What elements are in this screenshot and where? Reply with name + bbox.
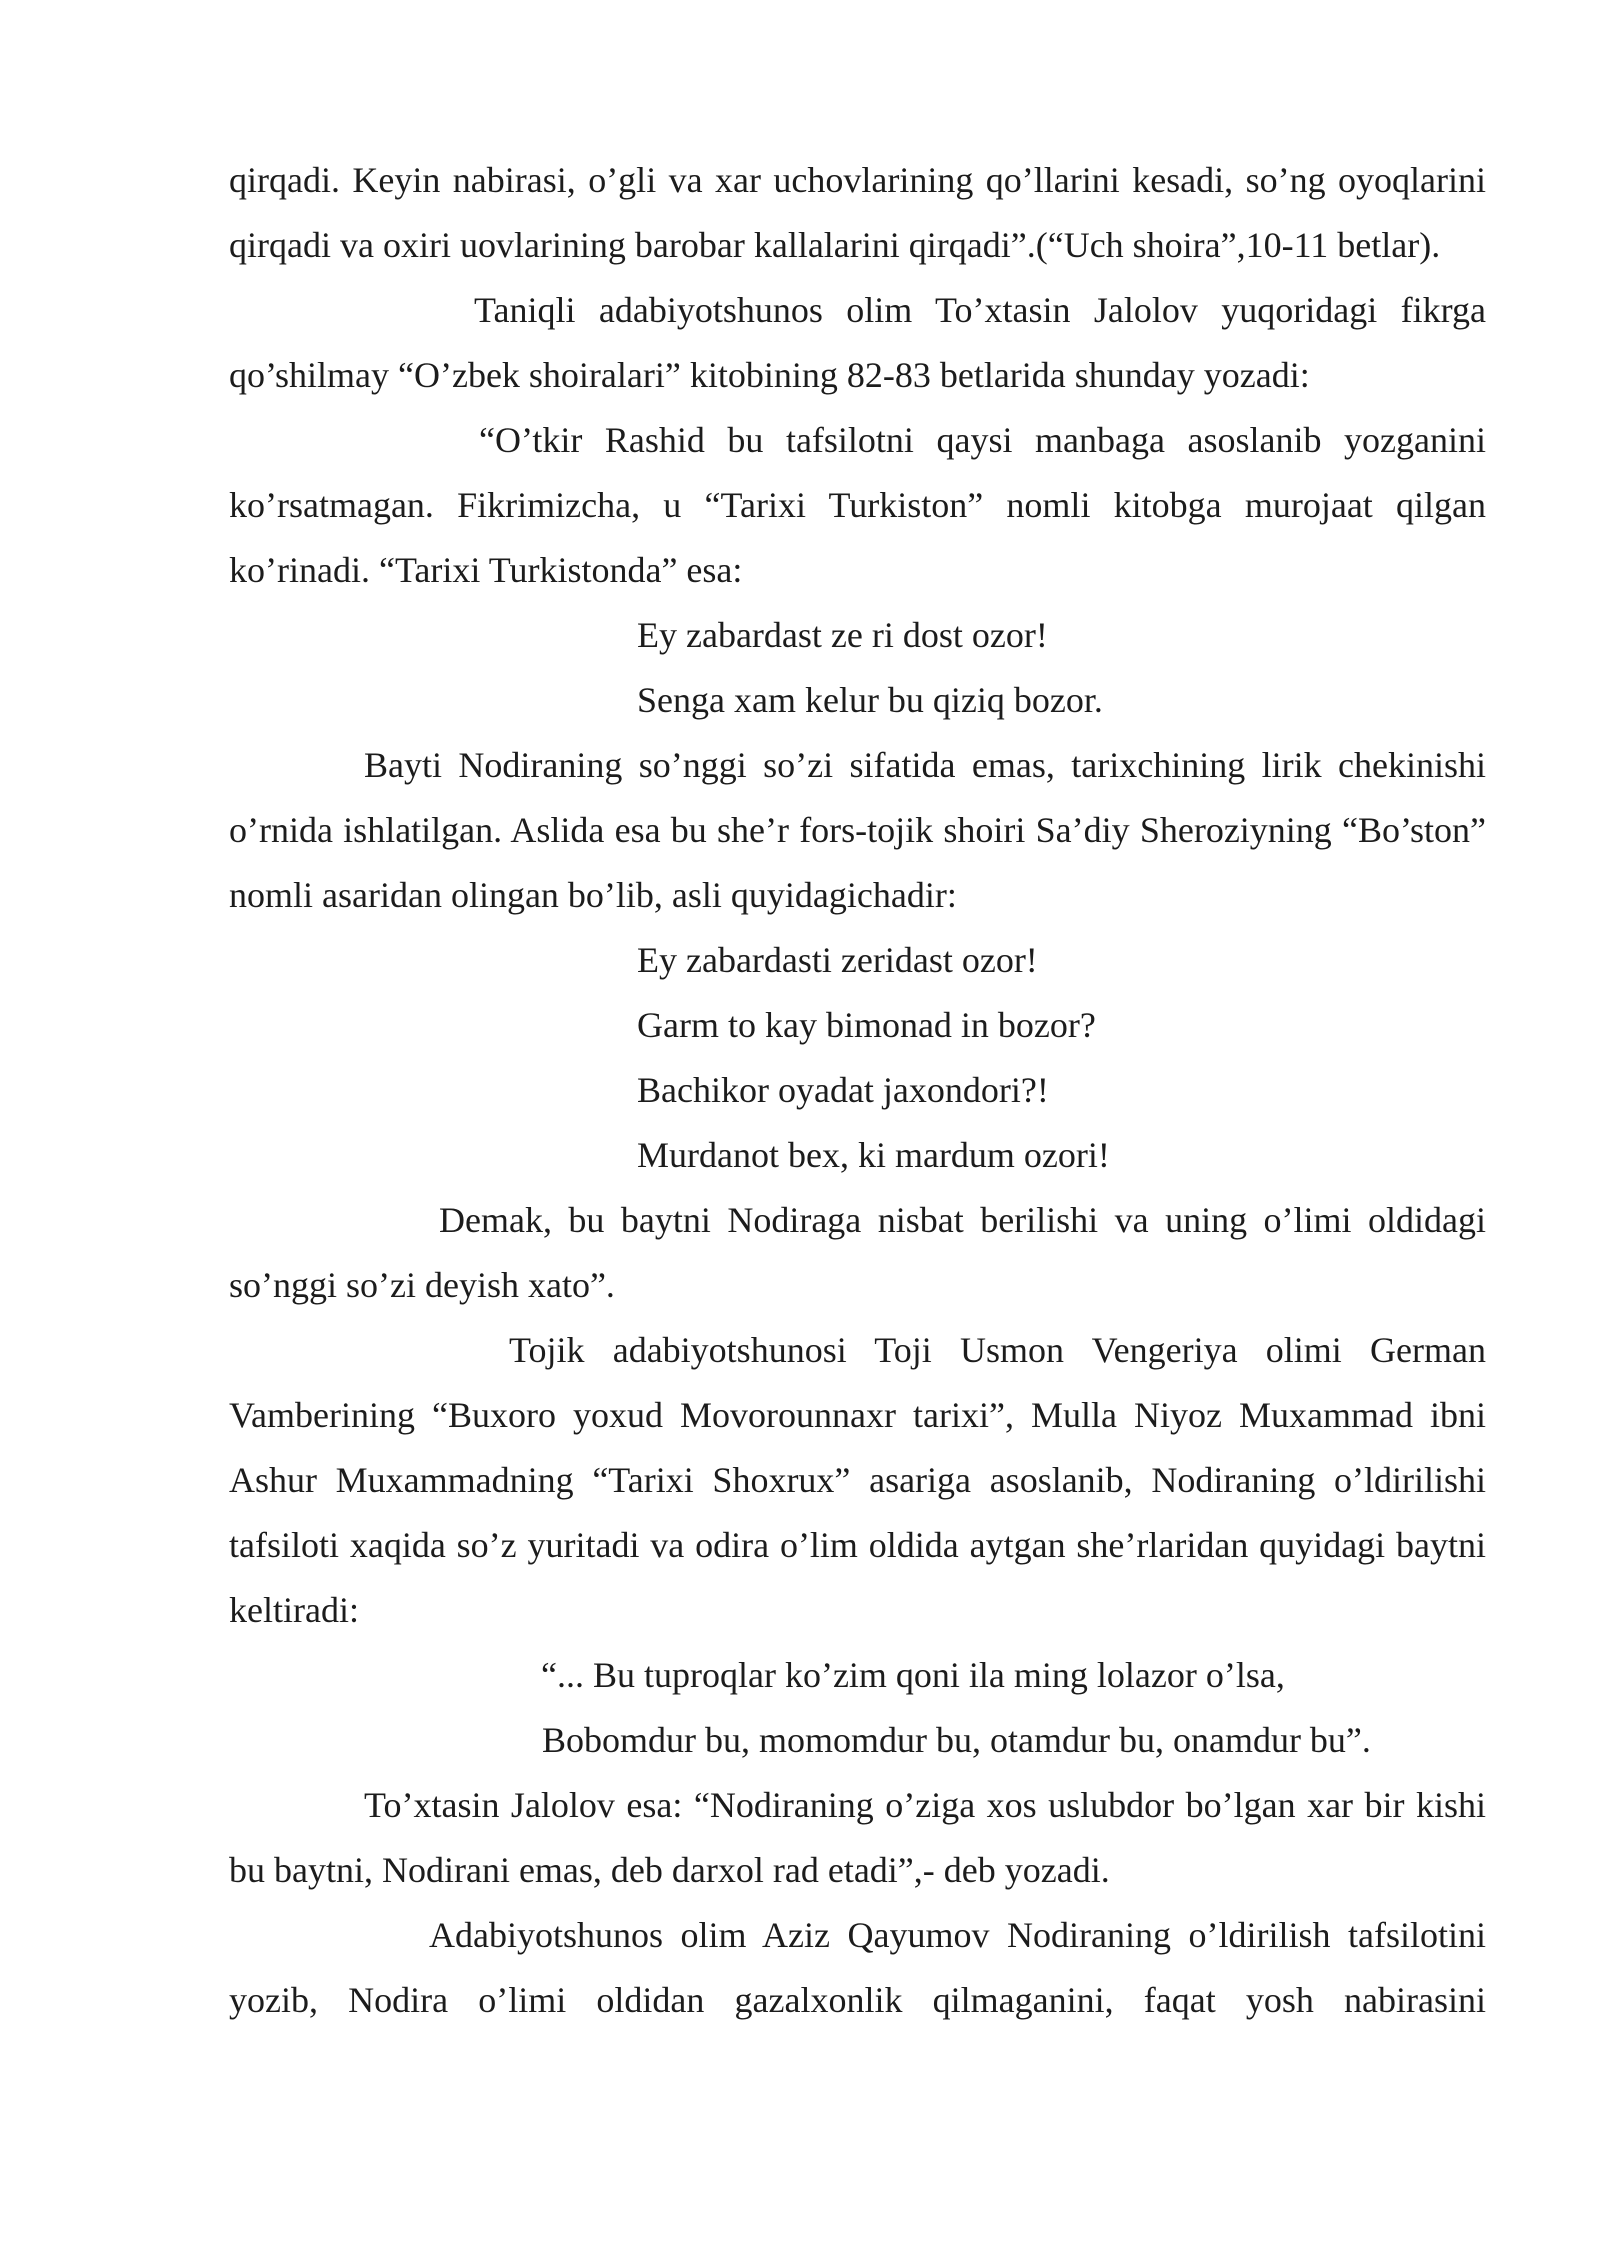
verse-line: Garm to kay bimonad in bozor? — [637, 1005, 1096, 1045]
paragraph-8: Adabiyotshunos olim Aziz Qayumov Nodiraning o’ldirilish tafsilotini yozib, Nodira o’limi oldidan gazalxonlik qilmaganini, faqat yosh nabirasini — [229, 1915, 1486, 2020]
paragraph-5: Demak, bu baytni Nodiraga nisbat berilishi va uning o’limi oldidagi so’nggi so’zi deyish xato”. — [229, 1200, 1486, 1305]
verse-block-3 — [229, 1643, 1486, 1773]
verse-line: Senga xam kelur bu qiziq bozor. — [637, 680, 1103, 720]
paragraph-2: Taniqli adabiyotshunos olim To’xtasin Jalolov yuqoridagi fikrga qo’shilmay “O’zbek shoiralari” kitobining 82-83 betlarida shunday yozadi: — [229, 290, 1486, 395]
verse-line: Bachikor oyadat jaxondori?! — [637, 1070, 1049, 1110]
verse-line: Ey zabardast ze ri dost ozor! — [637, 615, 1048, 655]
paragraph-4: Bayti Nodiraning so’nggi so’zi sifatida emas, tarixchining lirik chekinishi o’rnida ishlatilgan. Aslida esa bu she’r fors-tojik shoiri Sa’diy Sheroziyning “Bo’ston” nomli asaridan olingan bo’lib, asli quyidagichadir: — [229, 745, 1486, 915]
paragraph-3: “O’tkir Rashid bu tafsilotni qaysi manbaga asoslanib yozganini ko’rsatmagan. Fikrimizcha, u “Tarixi Turkiston” nomli kitobga murojaat qilgan ko’rinadi. “Tarixi Turkistonda” esa: — [229, 420, 1486, 590]
paragraph-7: To’xtasin Jalolov esa: “Nodiraning o’ziga xos uslubdor bo’lgan xar bir kishi bu baytni, Nodirani emas, deb darxol rad etadi”,- deb yozadi. — [229, 1785, 1486, 1890]
verse-line: Ey zabardasti zeridast ozor! — [637, 940, 1038, 980]
paragraph-1: qirqadi. Keyin nabirasi, o’gli va xar uchovlarining qo’llarini kesadi, so’ng oyoqlarini qirqadi va oxiri uovlarining barobar kallalarini qirqadi”.(“Uch shoira”,10-11 betlar). — [229, 160, 1486, 265]
verse-line: Bobomdur bu, momomdur bu, otamdur bu, onamdur bu”. — [542, 1720, 1371, 1760]
verse-line: “... Bu tuproqlar ko’zim qoni ila ming lolazor o’lsa, — [541, 1655, 1285, 1695]
verse-block-1 — [229, 603, 1486, 733]
body-text — [229, 148, 1486, 2033]
verse-block-2 — [229, 928, 1486, 1188]
paragraph-6: Tojik adabiyotshunosi Toji Usmon Vengeriya olimi German Vamberining “Buxoro yoxud Movorounnaxr tarixi”, Mulla Niyoz Muxammad ibni Ashur Muxammadning “Tarixi Shoxrux” asariga asoslanib, Nodiraning o’ldirilishi tafsiloti xaqida so’z yuritadi va odira o’lim oldida aytgan she’rlaridan quyidagi baytni keltiradi: — [229, 1330, 1486, 1630]
verse-line: Murdanot bex, ki mardum ozori! — [637, 1135, 1110, 1175]
